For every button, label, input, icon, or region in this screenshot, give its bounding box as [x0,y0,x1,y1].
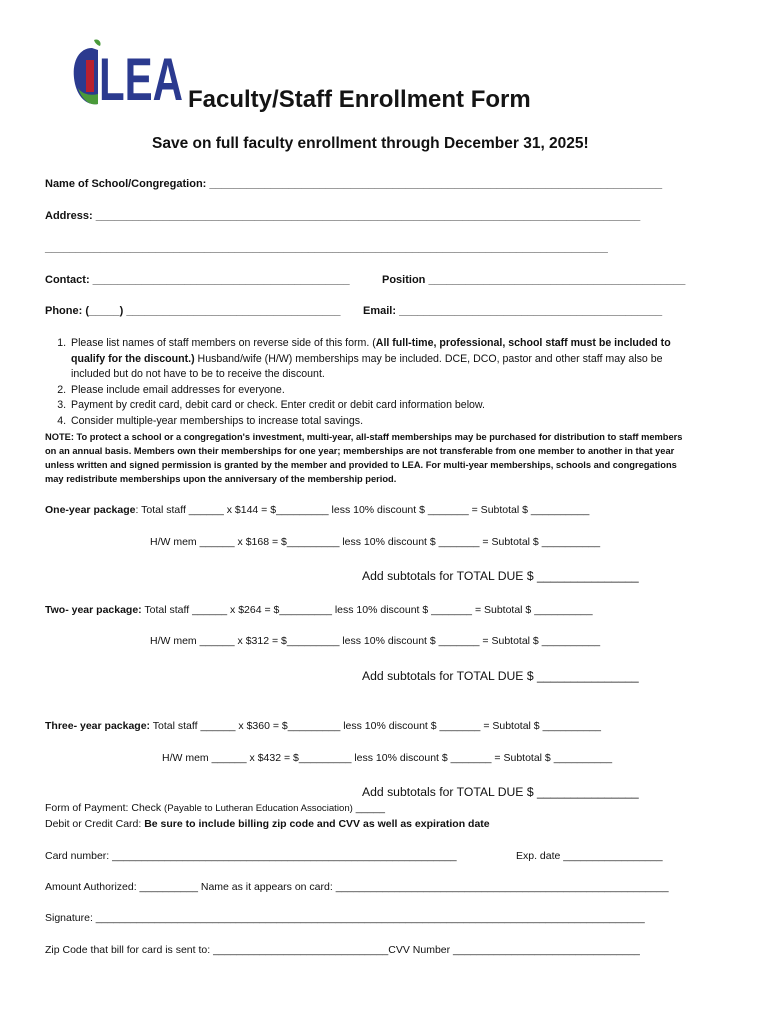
school-line[interactable]: __________________________________________________________________________ [209,178,663,190]
three-year-hw-row[interactable]: H/W mem ______ x $432 = $_________ less 10% discount $ _______ = Subtotal $ __________ [162,752,613,764]
contact-field[interactable] [45,274,350,286]
phone-label: Phone: (_____) [45,305,127,317]
school-label: Name of School/Congregation: [45,178,210,190]
logo-apple-stripe [86,60,94,92]
one-year-label: One-year package [45,504,136,516]
note-paragraph: NOTE: To protect a school or a congregation's investment, multi-year, all-staff memberships may be purchased for distribution to staff members on an annual basis. Members own their memberships for one year; memberships are not transferable from one member to another in that year unless written and signed permission is granted by the member and provided to LEA. For multi-year memberships, schools and congregations may redistribute memberships upon the anniversary of the membership period. [45,432,683,484]
instruction-3: 3. Payment by credit card, debit card or check. Enter credit or debit card information below. [69,398,690,414]
instructions [45,336,690,429]
one-year-hw-row[interactable]: H/W mem ______ x $168 = $_________ less 10% discount $ _______ = Subtotal $ __________ [150,536,601,548]
card-instruction-row [45,818,490,830]
school-field[interactable] [45,178,662,190]
instruction-1-bold: All full-time, professional, school staff must be included to qualify for the discount.) [71,337,671,365]
address-field[interactable] [45,210,640,222]
form-title: Faculty/Staff Enrollment Form [188,86,531,113]
address-line-2[interactable]: ____________________________________________________________________________________________ [45,242,608,254]
two-year-total-row[interactable]: Add subtotals for TOTAL DUE $ _______________ [362,669,639,683]
address-line[interactable]: _________________________________________________________________________________________ [95,210,641,222]
email-field[interactable] [363,305,662,317]
contact-line[interactable]: __________________________________________ [92,274,350,286]
instruction-1-text-2: Husband/wife (H/W) memberships may be included. DCE, DCO, pastor and other staff may also be included but do not have to be to receive the discount. [71,352,663,380]
payment-payable-note: (Payable to Lutheran Education Association) [164,803,353,814]
position-line[interactable]: __________________________________________ [428,274,686,286]
three-year-staff-line[interactable]: Total staff ______ x $360 = $_________ less 10% discount $ _______ = Subtotal $ __________ [150,720,601,732]
logo-text: LEA [99,46,183,113]
contact-label: Contact: [45,274,93,286]
signature-field[interactable]: Signature: ______________________________________________________________________________________________ [45,912,645,924]
two-year-staff-line[interactable]: Total staff ______ x $264 = $_________ less 10% discount $ _______ = Subtotal $ __________ [141,604,593,616]
lea-logo [72,38,184,113]
position-field[interactable] [382,274,685,286]
exp-date-field[interactable]: Exp. date _________________ [516,850,663,862]
card-number-field[interactable]: Card number: ___________________________________________________________ [45,850,457,862]
position-label: Position [382,274,429,286]
address-label: Address: [45,210,96,222]
instruction-4: 4. Consider multiple-year memberships to increase total savings. [69,414,690,430]
form-of-payment-row[interactable] [45,802,385,814]
phone-line[interactable]: ___________________________________ [126,305,341,317]
email-line[interactable]: ___________________________________________ [399,305,663,317]
three-year-label: Three- year package: [45,720,151,732]
card-instruction-bold: Be sure to include billing zip code and CVV as well as expiration date [144,818,490,830]
amount-name-row[interactable]: Amount Authorized: __________ Name as it appears on card: _________________________________________________________ [45,881,669,893]
one-year-total-row[interactable]: Add subtotals for TOTAL DUE $ _______________ [362,569,639,583]
zip-cvv-row[interactable]: Zip Code that bill for card is sent to: ______________________________CVV Number ________________________________ [45,944,640,956]
one-year-staff-row[interactable] [45,504,589,516]
instruction-2: 2. Please include email addresses for everyone. [69,383,690,399]
instruction-1 [69,336,690,383]
two-year-hw-row[interactable]: H/W mem ______ x $312 = $_________ less 10% discount $ _______ = Subtotal $ __________ [150,635,601,647]
payment-label: Form of Payment: Check [45,802,165,814]
card-label: Debit or Credit Card: [45,818,145,830]
email-label: Email: [363,305,400,317]
form-subtitle: Save on full faculty enrollment through December 31, 2025! [152,135,589,152]
three-year-staff-row[interactable] [45,720,601,732]
two-year-staff-row[interactable] [45,604,593,616]
phone-field[interactable] [45,305,340,317]
instruction-1-text: Please list names of staff members on reverse side of this form. ( [71,337,376,349]
one-year-staff-line[interactable]: : Total staff ______ x $144 = $_________ less 10% discount $ _______ = Subtotal $ __________ [135,504,590,516]
three-year-total-row[interactable]: Add subtotals for TOTAL DUE $ _______________ [362,785,639,799]
two-year-label: Two- year package: [45,604,142,616]
check-line[interactable]: _____ [352,802,385,814]
